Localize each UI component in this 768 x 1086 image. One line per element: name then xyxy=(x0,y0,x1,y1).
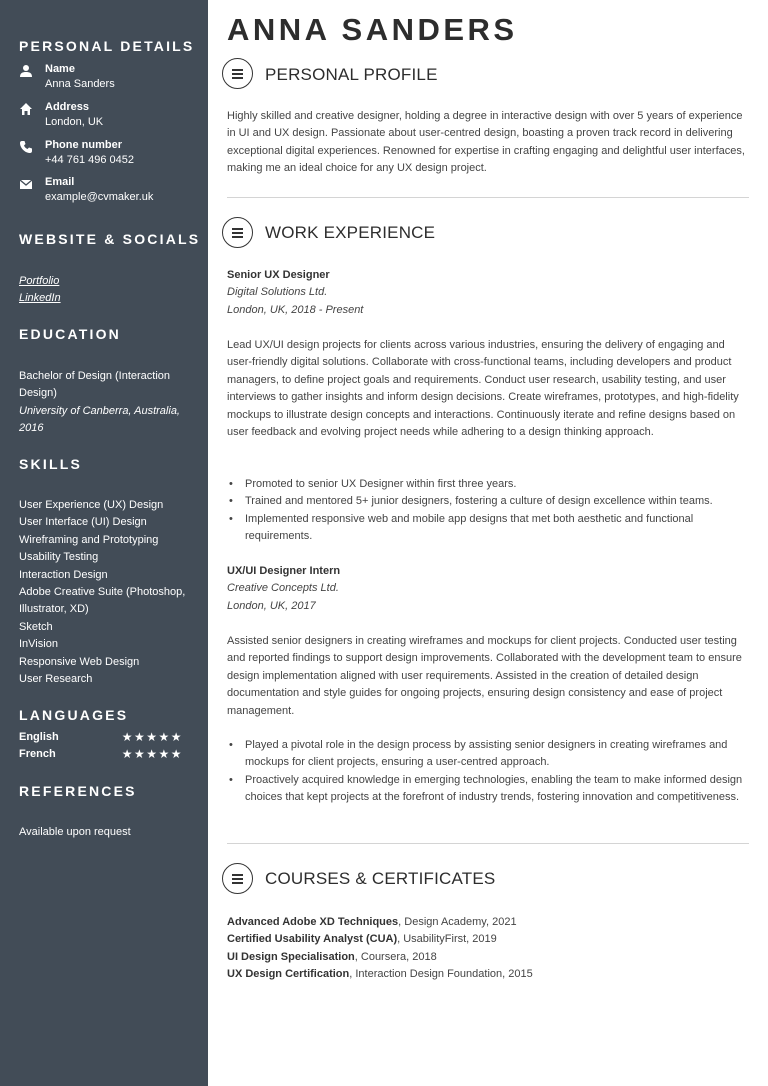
course-name: UI Design Specialisation xyxy=(227,950,355,963)
education-heading: EDUCATION xyxy=(19,326,121,342)
list-icon xyxy=(222,863,253,894)
job-title: Senior UX Designer xyxy=(227,269,330,281)
email-icon xyxy=(19,177,33,191)
references-text: Available upon request xyxy=(19,826,131,838)
job-title: UX/UI Designer Intern xyxy=(227,565,341,577)
job-description: Assisted senior designers in creating wireframes and mockups for client projects. Conducted user testing and reported findings to support design improvements. Collaborated with the development team to ensure design implementation aligned with user requirements. Assisted in the creation of detailed design documentation and style guides for ongoing projects, ensuring design consistency and ease of project management. xyxy=(227,635,742,717)
personal-details-heading: PERSONAL DETAILS xyxy=(19,38,195,54)
skill-item: Wireframing and Prototyping xyxy=(19,533,159,546)
languages-heading: LANGUAGES xyxy=(19,707,129,723)
skills-list xyxy=(19,497,199,688)
job-bullet: • Trained and mentored 5+ junior designers, fostering a culture of design excellence within teams. xyxy=(227,493,749,510)
job-bullet: • Implemented responsive web and mobile app designs that met both aesthetic and functional requirements. xyxy=(227,511,749,546)
language-name: French xyxy=(19,748,56,760)
education-entry xyxy=(19,368,199,438)
job-bullet: • Promoted to senior UX Designer within first three years. xyxy=(227,476,749,493)
skill-item: Usability Testing xyxy=(19,551,99,564)
pd-name-label: Name xyxy=(45,63,75,75)
pd-email-label: Email xyxy=(45,176,75,188)
skill-item: InVision xyxy=(19,638,58,651)
job-bullet: • Played a pivotal role in the design process by assisting senior designers in creating wireframes and mockups for client projects, ensuring a user-centred approach. xyxy=(227,737,749,772)
skill-item: Responsive Web Design xyxy=(19,655,140,668)
websites-links xyxy=(19,273,199,308)
education-institution: University of Canberra, Australia, 2016 xyxy=(19,404,180,435)
job-location-dates: London, UK, 2017 xyxy=(227,599,316,612)
pd-email-value: example@cvmaker.uk xyxy=(45,191,154,203)
education-degree: Bachelor of Design (Interaction Design) xyxy=(19,370,171,400)
skill-item: Sketch xyxy=(19,620,53,633)
pd-address-value: London, UK xyxy=(45,116,104,128)
work-heading: WORK EXPERIENCE xyxy=(265,223,436,242)
pd-name-value: Anna Sanders xyxy=(45,78,115,90)
linkedin-link[interactable]: LinkedIn xyxy=(19,292,61,305)
pd-phone xyxy=(19,139,199,171)
websites-heading: WEBSITE & SOCIALS xyxy=(19,231,201,247)
list-icon xyxy=(222,217,253,248)
pd-email xyxy=(19,176,199,208)
course-name: UX Design Certification xyxy=(227,968,350,981)
language-row xyxy=(19,731,189,747)
rating-stars: ★★★★★ xyxy=(121,747,183,761)
job-description: Lead UX/UI design projects for clients across various industries, ensuring the delivery of engaging and user-friendly digital solutions. Collaborate with cross-functional teams, including developers and product managers, to define project goals and requirements. Conduct user research, usability testing, and user interviews to gather insights and inform design decisions. Create wireframes, prototypes, and high-fidelity mockups to illustrate design concepts and interactions. Continuously iterate and refine designs based on user feedback and evolving project needs while adhering to a design thinking approach. xyxy=(227,339,739,439)
job-bullet: • Proactively acquired knowledge in emerging technologies, enabling the team to make informed design choices that kept projects at the forefront of industry trends, fostering innovation and competitiveness. xyxy=(227,772,749,807)
course-item xyxy=(227,931,749,948)
job-header xyxy=(227,267,749,319)
references-heading: REFERENCES xyxy=(19,783,137,799)
rating-stars: ★★★★★ xyxy=(121,730,183,744)
job-location-dates: London, UK, 2018 - Present xyxy=(227,303,364,316)
language-row xyxy=(19,748,189,764)
job-company: Digital Solutions Ltd. xyxy=(227,286,328,299)
divider xyxy=(227,843,749,844)
portfolio-link[interactable]: Portfolio xyxy=(19,275,60,287)
home-icon xyxy=(19,102,33,116)
skill-item: User Experience (UX) Design xyxy=(19,499,164,511)
skill-item: Interaction Design xyxy=(19,568,108,581)
course-name: Certified Usability Analyst (CUA) xyxy=(227,933,398,946)
sidebar xyxy=(0,0,208,1086)
person-icon xyxy=(19,64,33,78)
job-achievements xyxy=(227,476,749,546)
courses-list xyxy=(227,914,749,984)
pd-phone-label: Phone number xyxy=(45,139,123,151)
skill-item: Adobe Creative Suite (Photoshop, Illustrator, XD) xyxy=(19,586,186,616)
list-icon xyxy=(222,58,253,89)
job-header xyxy=(227,563,749,615)
language-name: English xyxy=(19,731,59,743)
course-detail: , Interaction Design Foundation, 2015 xyxy=(349,968,533,981)
job-achievements xyxy=(227,737,749,807)
pd-address xyxy=(19,101,199,133)
job-company: Creative Concepts Ltd. xyxy=(227,582,339,595)
course-detail: , Design Academy, 2021 xyxy=(398,916,517,928)
pd-address-label: Address xyxy=(45,101,90,113)
phone-icon xyxy=(19,140,33,154)
pd-name xyxy=(19,63,199,95)
courses-heading: COURSES & CERTIFICATES xyxy=(265,869,496,888)
main-content xyxy=(208,0,768,1086)
course-item xyxy=(227,966,749,983)
course-name: Advanced Adobe XD Techniques xyxy=(227,916,399,928)
course-detail: , UsabilityFirst, 2019 xyxy=(397,933,497,946)
candidate-name: ANNA SANDERS xyxy=(227,12,518,47)
course-item xyxy=(227,914,749,931)
profile-heading: PERSONAL PROFILE xyxy=(265,65,438,84)
course-detail: , Coursera, 2018 xyxy=(354,950,437,963)
skill-item: User Research xyxy=(19,673,93,686)
profile-text: Highly skilled and creative designer, holding a degree in interactive design with over 5 years of experience in UI and UX design. Passionate about user-centred design, boasting a proven track record in delivering exceptional digital experiences. Renowned for expertise in crafting engaging and delightful user interfaces, making me an ideal choice for any UX design project. xyxy=(227,110,745,175)
skills-heading: SKILLS xyxy=(19,456,82,472)
skill-item: User Interface (UI) Design xyxy=(19,516,147,529)
course-item xyxy=(227,949,749,966)
divider xyxy=(227,197,749,198)
pd-phone-value: +44 761 496 0452 xyxy=(45,154,135,166)
